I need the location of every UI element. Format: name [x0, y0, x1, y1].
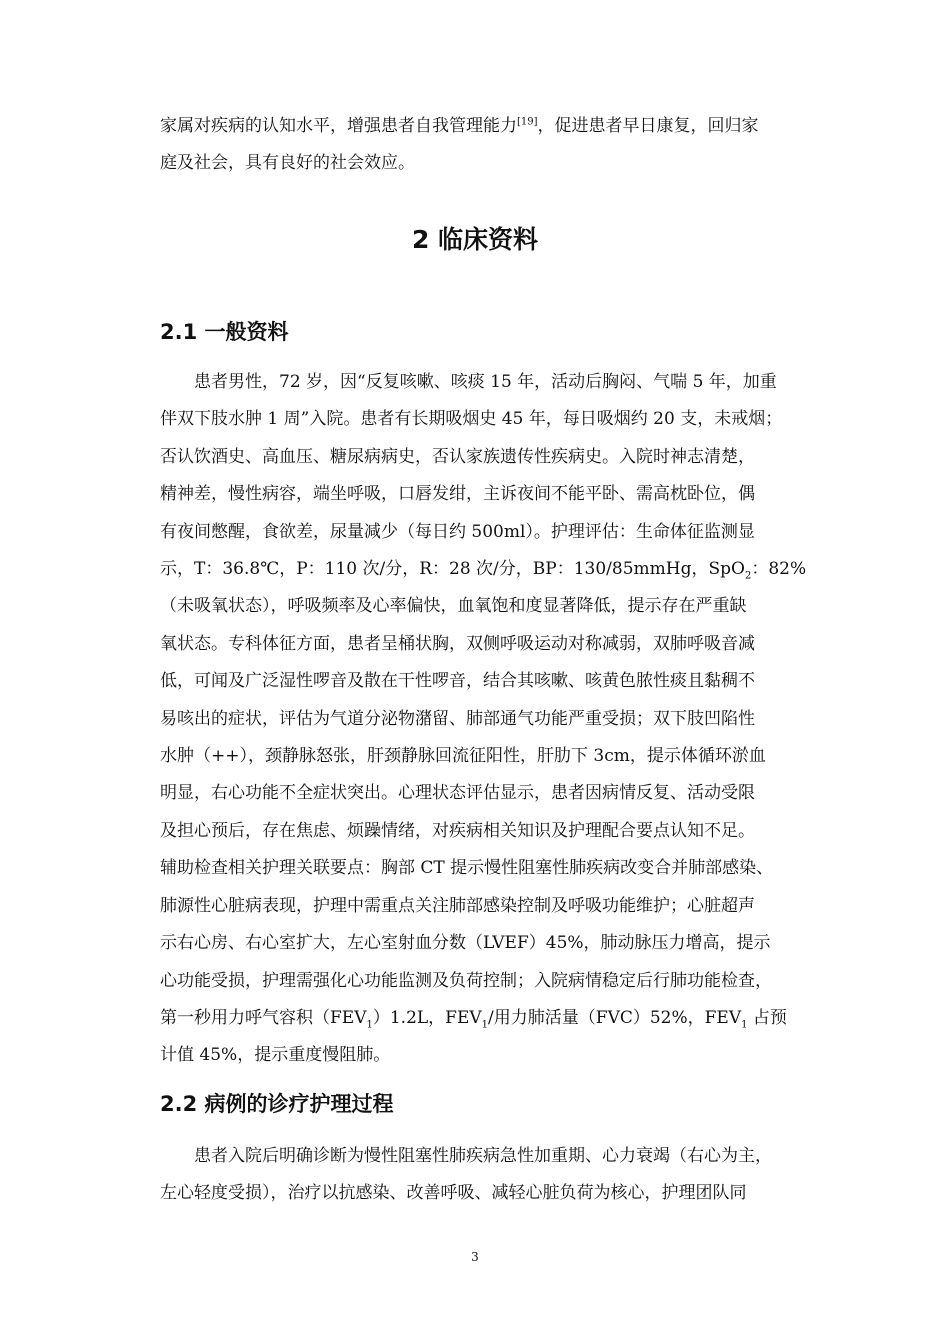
subscript-2: 2 [744, 570, 752, 582]
paragraph-line: 有夜间憋醒，食欲差，尿量减少（每日约 500ml）。护理评估：生命体征监测显 [160, 521, 755, 542]
paragraph-line: 计值 45%，提示重度慢阻肺。 [160, 1045, 391, 1066]
paragraph-line: 患者入院后明确诊断为慢性阻塞性肺疾病急性加重期、心力衰竭（右心为主， [194, 1146, 772, 1166]
paragraph-line: 精神差，慢性病容，端坐呼吸，口唇发绀，主诉夜间不能平卧、需高枕卧位，偶 [160, 484, 755, 505]
subscript-1: 1 [481, 1019, 489, 1031]
paragraph-line: 伴双下肢水肿 1 周”入院。患者有长期吸烟史 45 年，每日吸烟约 20 支，未戒烟； [160, 409, 783, 430]
intro-paragraph [160, 108, 840, 183]
paragraph-line: 及担心预后，存在焦虑、烦躁情绪，对疾病相关知识及护理配合要点认知不足。 [160, 820, 755, 841]
paragraph-line: 否认饮酒史、高血压、糖尿病病史，否认家族遗传性疾病史。入院时神志清楚， [160, 446, 755, 467]
citation-19: [19] [517, 116, 538, 128]
page-number: 3 [471, 1250, 479, 1264]
intro-line-1: 家属对疾病的认知水平，增强患者自我管理能力[19]，促进患者早日康复，回归家 [160, 116, 759, 136]
paragraph-line: 低，可闻及广泛湿性啰音及散在干性啰音，结合其咳嗽、咳黄色脓性痰且黏稠不 [160, 671, 755, 692]
paragraph-line: 肺源性心脏病表现，护理中需重点关注肺部感染控制及呼吸功能维护；心脏超声 [160, 895, 755, 916]
section-heading-2-2: 2.2 病例的诊疗护理过程 [160, 1092, 394, 1116]
subscript-1: 1 [741, 1019, 748, 1031]
paragraph-line: 明显，右心功能不全症状突出。心理状态评估显示，患者因病情反复、活动受限 [160, 783, 755, 804]
subscript-1: 1 [366, 1019, 373, 1031]
paragraph-line-vitals: 示，T：36.8℃，P：110 次/分，R：28 次/分，BP：130/85mmHg，SpO$_2$：82% [160, 559, 807, 582]
section-2-2-paragraph [160, 1138, 840, 1213]
paragraph-line: 氧状态。专科体征方面，患者呈桶状胸，双侧呼吸运动对称减弱，双肺呼吸音减 [160, 633, 755, 654]
paragraph-line: 水肿（++），颈静脉怒张，肝颈静脉回流征阳性，肝肋下 3cm，提示体循环淤血 [160, 746, 766, 767]
paragraph-line: 示右心房、右心室扩大，左心室射血分数（LVEF）45%，肺动脉压力增高，提示 [160, 933, 771, 954]
paragraph-line: 易咳出的症状，评估为气道分泌物潴留、肺部通气功能严重受损；双下肢凹陷性 [160, 708, 755, 729]
intro-line-2: 庭及社会，具有良好的社会效应。 [160, 153, 415, 174]
paragraph-line: 心功能受损，护理需强化心功能监测及负荷控制；入院病情稳定后行肺功能检查， [160, 970, 772, 991]
paragraph-line: 左心轻度受损），治疗以抗感染、改善呼吸、减轻心脏负荷为核心，护理团队同 [160, 1183, 747, 1204]
paragraph-line-fev: 第一秒用力呼气容积$(FEV_1)1.2L$，$FEV_1/$用力肺活量（FVC）52%，$FEV_1$ 占预 [160, 1007, 787, 1031]
paragraph-line: 患者男性，72 岁，因“反复咳嗽、咳痰 15 年，活动后胸闷、气喘 5 年，加重 [194, 372, 777, 392]
chapter-title: 2 临床资料 [411, 225, 539, 254]
paragraph-line: （未吸氧状态），呼吸频率及心率偏快，血氧饱和度显著降低，提示存在严重缺 [160, 596, 747, 617]
paragraph-line: 辅助检查相关护理关联要点：胸部 CT 提示慢性阻塞性肺疾病改变合并肺部感染、 [160, 858, 774, 879]
section-2-1-paragraph [160, 364, 840, 1075]
section-heading-2-1: 2.1 一般资料 [160, 320, 289, 344]
